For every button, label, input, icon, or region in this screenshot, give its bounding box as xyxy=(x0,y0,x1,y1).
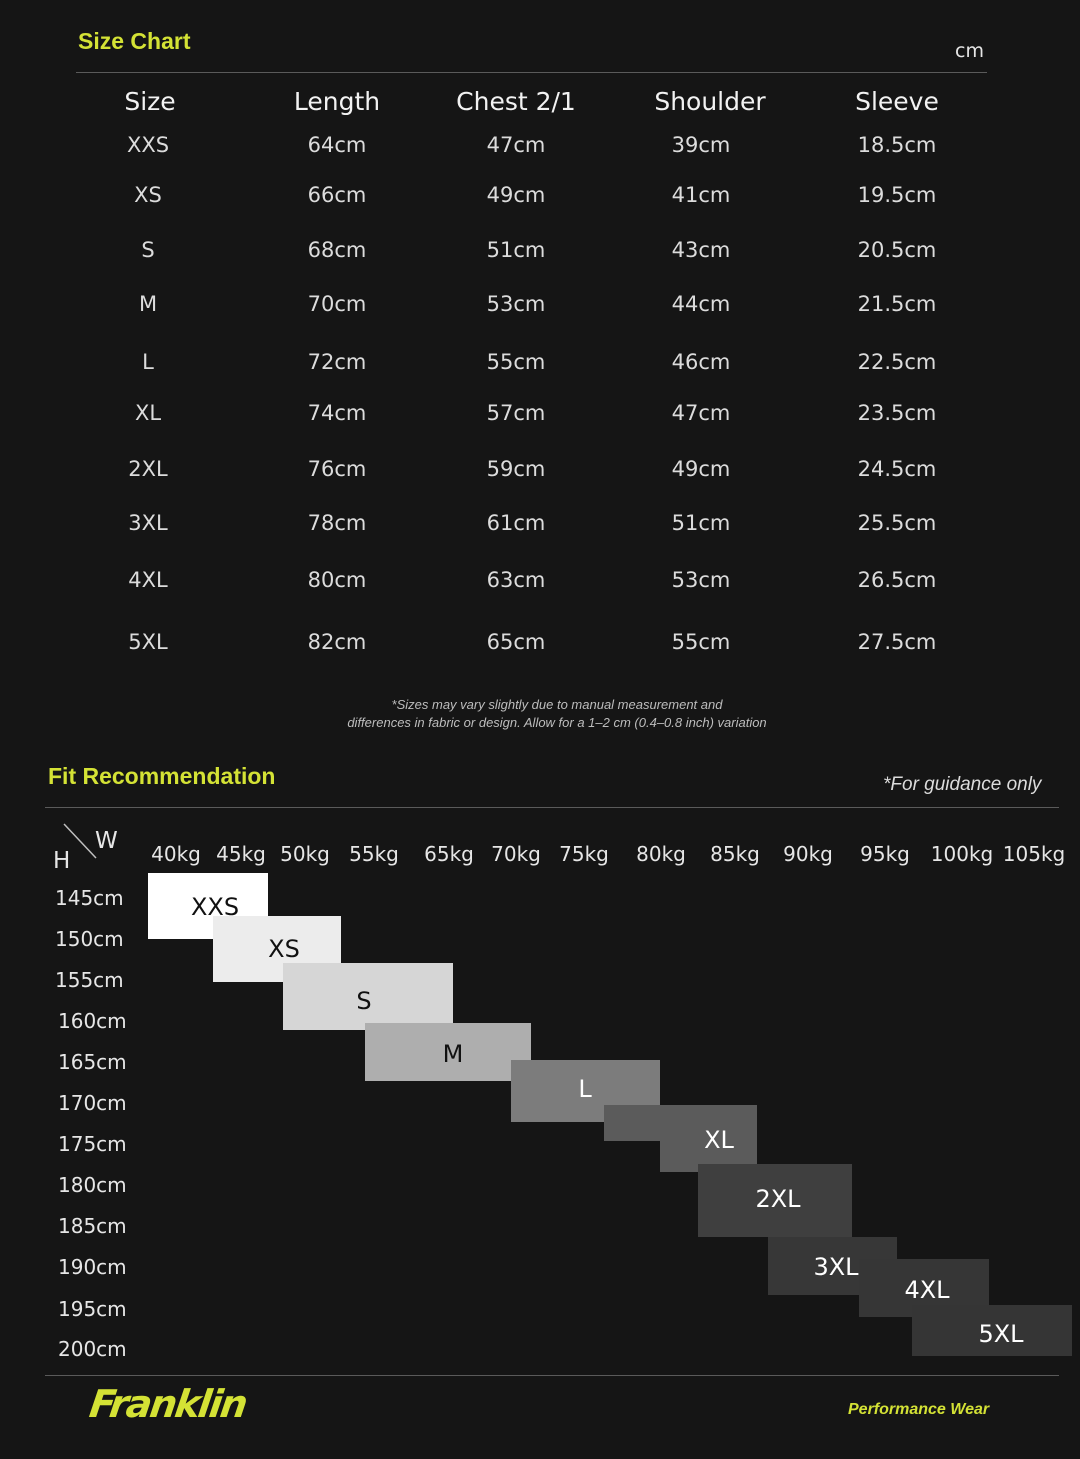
note-line-1: *Sizes may vary slightly due to manual measurement and xyxy=(391,697,723,712)
cell-length: 66cm xyxy=(307,183,367,207)
height-label: 195cm xyxy=(58,1297,127,1321)
weight-label: 50kg xyxy=(280,842,330,866)
cell-shoulder: 53cm xyxy=(671,568,731,592)
cell-chest: 59cm xyxy=(486,457,546,481)
fit-box-label: XL xyxy=(704,1126,734,1154)
fit-box-label: 3XL xyxy=(813,1253,859,1281)
cell-shoulder: 51cm xyxy=(671,511,731,535)
fit-box-label: M xyxy=(442,1040,464,1068)
franklin-logo: Franklin xyxy=(86,1382,249,1426)
header-shoulder: Shoulder xyxy=(654,87,766,116)
weight-axis-label: W xyxy=(95,828,118,854)
cell-chest: 49cm xyxy=(486,183,546,207)
cell-shoulder: 55cm xyxy=(671,630,731,654)
cell-length: 68cm xyxy=(307,238,367,262)
height-label: 170cm xyxy=(58,1091,127,1115)
cell-length: 72cm xyxy=(307,350,367,374)
cell-shoulder: 44cm xyxy=(671,292,731,316)
cell-sleeve: 27.5cm xyxy=(857,630,937,654)
header-sleeve: Sleeve xyxy=(855,87,939,116)
cell-size: S xyxy=(141,238,155,262)
cell-sleeve: 23.5cm xyxy=(857,401,937,425)
size-chart-divider xyxy=(76,72,987,73)
header-size: Size xyxy=(124,87,176,116)
cell-shoulder: 46cm xyxy=(671,350,731,374)
fit-box-label: XXS xyxy=(190,893,240,921)
size-chart-title: Size Chart xyxy=(78,28,191,54)
height-label: 150cm xyxy=(55,927,124,951)
fit-box-label: XS xyxy=(268,935,300,963)
cell-length: 74cm xyxy=(307,401,367,425)
cell-size: XL xyxy=(134,401,162,425)
cell-size: XXS xyxy=(126,133,170,157)
cell-length: 78cm xyxy=(307,511,367,535)
cell-length: 82cm xyxy=(307,630,367,654)
cell-sleeve: 21.5cm xyxy=(857,292,937,316)
fit-box-label: S xyxy=(356,987,372,1015)
weight-label: 40kg xyxy=(151,842,201,866)
height-axis-label: H xyxy=(53,848,71,874)
weight-label: 70kg xyxy=(491,842,541,866)
cell-size: 3XL xyxy=(128,511,168,535)
cell-shoulder: 43cm xyxy=(671,238,731,262)
cell-length: 64cm xyxy=(307,133,367,157)
weight-label: 105kg xyxy=(1002,842,1066,866)
weight-label: 55kg xyxy=(349,842,399,866)
cell-sleeve: 22.5cm xyxy=(857,350,937,374)
cell-sleeve: 24.5cm xyxy=(857,457,937,481)
fit-box-label: 5XL xyxy=(978,1320,1024,1348)
fit-box-label: L xyxy=(578,1075,592,1103)
cell-size: L xyxy=(142,350,154,374)
height-label: 185cm xyxy=(58,1214,127,1238)
weight-label: 85kg xyxy=(710,842,760,866)
cell-sleeve: 25.5cm xyxy=(857,511,937,535)
height-label: 190cm xyxy=(58,1255,127,1279)
cell-shoulder: 39cm xyxy=(671,133,731,157)
cell-size: 2XL xyxy=(128,457,168,481)
cell-sleeve: 19.5cm xyxy=(857,183,937,207)
height-label: 155cm xyxy=(55,968,124,992)
note-line-2: differences in fabric or design. Allow for a 1–2 cm (0.4–0.8 inch) variation xyxy=(347,715,767,730)
fit-divider xyxy=(45,807,1059,808)
cell-chest: 57cm xyxy=(486,401,546,425)
tagline: Performance Wear xyxy=(848,1401,990,1418)
cell-size: 5XL xyxy=(128,630,168,654)
cell-length: 76cm xyxy=(307,457,367,481)
height-label: 200cm xyxy=(58,1337,127,1361)
weight-label: 45kg xyxy=(216,842,266,866)
cell-chest: 61cm xyxy=(486,511,546,535)
cell-shoulder: 41cm xyxy=(671,183,731,207)
weight-label: 90kg xyxy=(783,842,833,866)
cell-shoulder: 49cm xyxy=(671,457,731,481)
height-label: 145cm xyxy=(55,886,124,910)
height-label: 165cm xyxy=(58,1050,127,1074)
cell-sleeve: 20.5cm xyxy=(857,238,937,262)
cell-chest: 55cm xyxy=(486,350,546,374)
cell-chest: 47cm xyxy=(486,133,546,157)
height-label: 180cm xyxy=(58,1173,127,1197)
footer-divider xyxy=(45,1375,1059,1376)
fit-recommendation-title: Fit Recommendation xyxy=(48,763,276,789)
weight-label: 95kg xyxy=(860,842,910,866)
weight-label: 100kg xyxy=(930,842,994,866)
guidance-note: *For guidance only xyxy=(883,774,1042,795)
weight-label: 80kg xyxy=(636,842,686,866)
measurement-note xyxy=(207,696,907,732)
cell-size: M xyxy=(138,292,158,316)
header-chest: Chest 2/1 xyxy=(456,87,576,116)
cell-sleeve: 18.5cm xyxy=(857,133,937,157)
weight-label: 65kg xyxy=(424,842,474,866)
fit-box-label: 4XL xyxy=(904,1276,950,1304)
cell-chest: 51cm xyxy=(486,238,546,262)
cell-length: 80cm xyxy=(307,568,367,592)
header-length: Length xyxy=(293,87,381,116)
cell-chest: 65cm xyxy=(486,630,546,654)
cell-shoulder: 47cm xyxy=(671,401,731,425)
unit-label: cm xyxy=(955,40,984,62)
height-label: 175cm xyxy=(58,1132,127,1156)
cell-length: 70cm xyxy=(307,292,367,316)
fit-box-label: 2XL xyxy=(755,1185,801,1213)
cell-size: XS xyxy=(134,183,162,207)
height-label: 160cm xyxy=(58,1009,127,1033)
cell-chest: 53cm xyxy=(486,292,546,316)
weight-label: 75kg xyxy=(559,842,609,866)
cell-size: 4XL xyxy=(128,568,168,592)
cell-sleeve: 26.5cm xyxy=(857,568,937,592)
cell-chest: 63cm xyxy=(486,568,546,592)
